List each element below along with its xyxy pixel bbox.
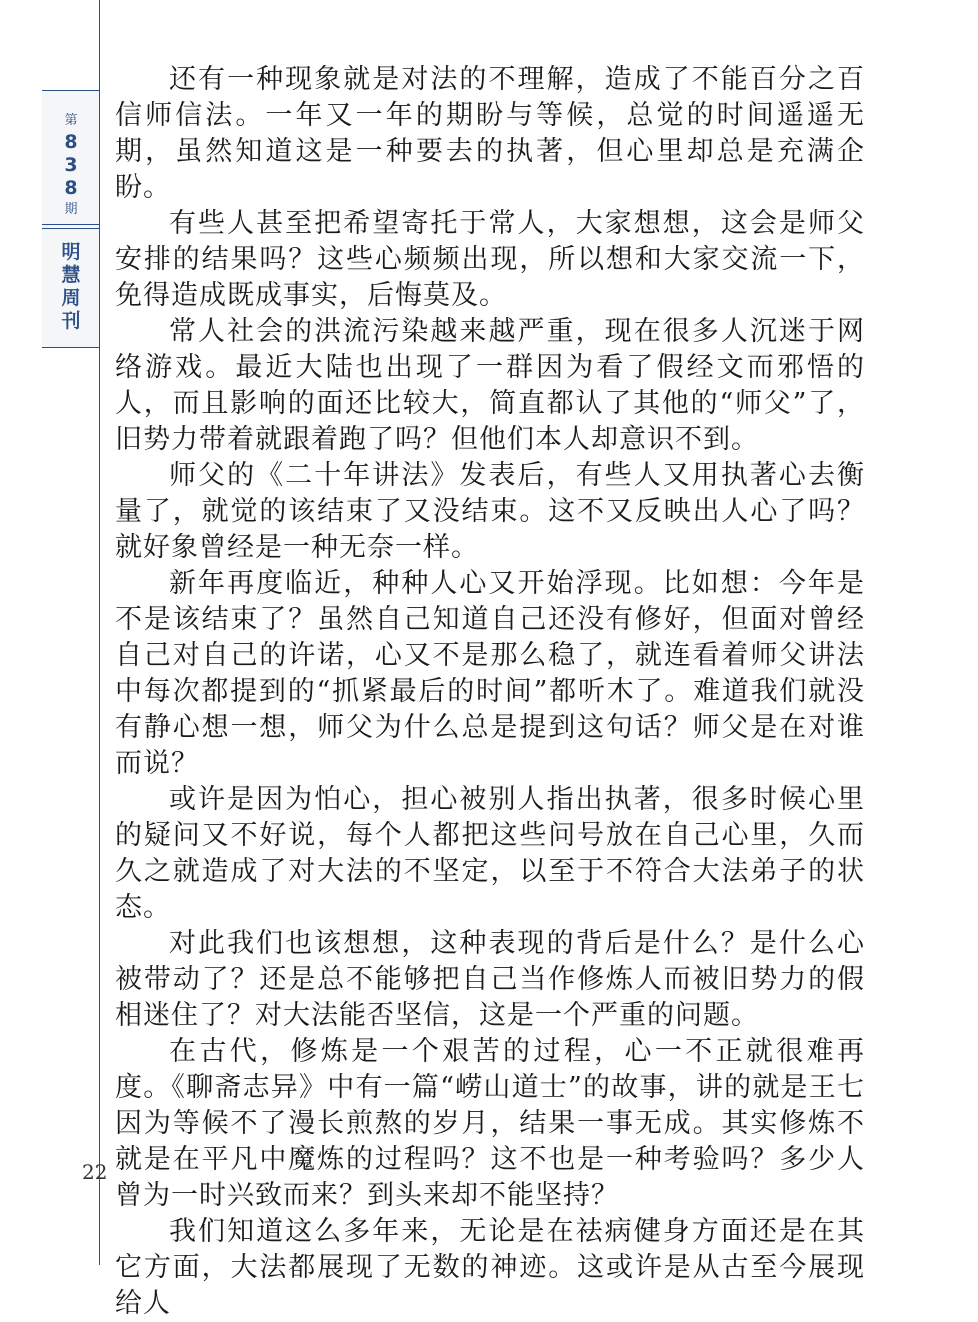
- paragraph: 师父的《二十年讲法》发表后，有些人又用执著心去衡量了，就觉的该结束了又没结束。这不又反映出人心了吗？就好象曾经是一种无奈一样。: [115, 460, 865, 563]
- paragraph: 有些人甚至把希望寄托于常人，大家想想，这会是师父安排的结果吗？这些心频频出现，所以想和大家交流一下，免得造成既成事实，后悔莫及。: [115, 208, 865, 311]
- paragraph: 或许是因为怕心，担心被别人指出执著，很多时候心里的疑问又不好说，每个人都把这些问号放在自己心里，久而久之就造成了对大法的不坚定，以至于不符合大法弟子的状态。: [115, 784, 865, 923]
- issue-prefix: 第: [64, 113, 78, 128]
- tab-divider: [42, 228, 100, 229]
- sidebar-rule: [99, 0, 100, 1265]
- tab-divider: [42, 224, 100, 225]
- page-number: 22: [82, 1160, 108, 1184]
- sidebar: [0, 0, 100, 1265]
- paragraph: 新年再度临近，种种人心又开始浮现。比如想：今年是不是该结束了？虽然自己知道自己还没有修好，但面对曾经自己对自己的许诺，心又不是那么稳了，就连看着师父讲法中每次都提到的“抓紧最后的时间”都听木了。难道我们就没有静心想一想，师父为什么总是提到这句话？师父是在对谁而说？: [115, 568, 865, 779]
- article-body: [115, 62, 865, 1322]
- paragraph: 常人社会的洪流污染越来越严重，现在很多人沉迷于网络游戏。最近大陆也出现了一群因为看了假经文而邪悟的人，而且影响的面还比较大，简直都认了其他的“师父”了，旧势力带着就跟着跑了吗？但他们本人却意识不到。: [115, 316, 865, 455]
- magazine-name: [42, 241, 100, 333]
- issue-suffix: 期: [64, 202, 78, 217]
- issue-label: [42, 111, 100, 220]
- paragraph: 我们知道这么多年来，无论是在祛病健身方面还是在其它方面，大法都展现了无数的神迹。这或许是从古至今展现给人: [115, 1216, 865, 1319]
- magazine-name-text: 明慧周刊: [61, 241, 81, 332]
- paragraph: 还有一种现象就是对法的不理解，造成了不能百分之百信师信法。一年又一年的期盼与等候，总觉的时间遥遥无期，虽然知道这是一种要去的执著，但心里却总是充满企盼。: [115, 64, 865, 203]
- paragraph: 在古代，修炼是一个艰苦的过程，心一不正就很难再度。《聊斋志异》中有一篇“崂山道士”的故事，讲的就是王七因为等候不了漫长煎熬的岁月，结果一事无成。其实修炼不就是在平凡中魔炼的过程吗？这不也是一种考验吗？多少人曾为一时兴致而来？到头来却不能坚持？: [115, 1036, 865, 1211]
- issue-tab: [42, 90, 100, 348]
- paragraph: 对此我们也该想想，这种表现的背后是什么？是什么心被带动了？还是总不能够把自己当作修炼人而被旧势力的假相迷住了？对大法能否坚信，这是一个严重的问题。: [115, 928, 865, 1031]
- issue-number: 838: [64, 131, 78, 199]
